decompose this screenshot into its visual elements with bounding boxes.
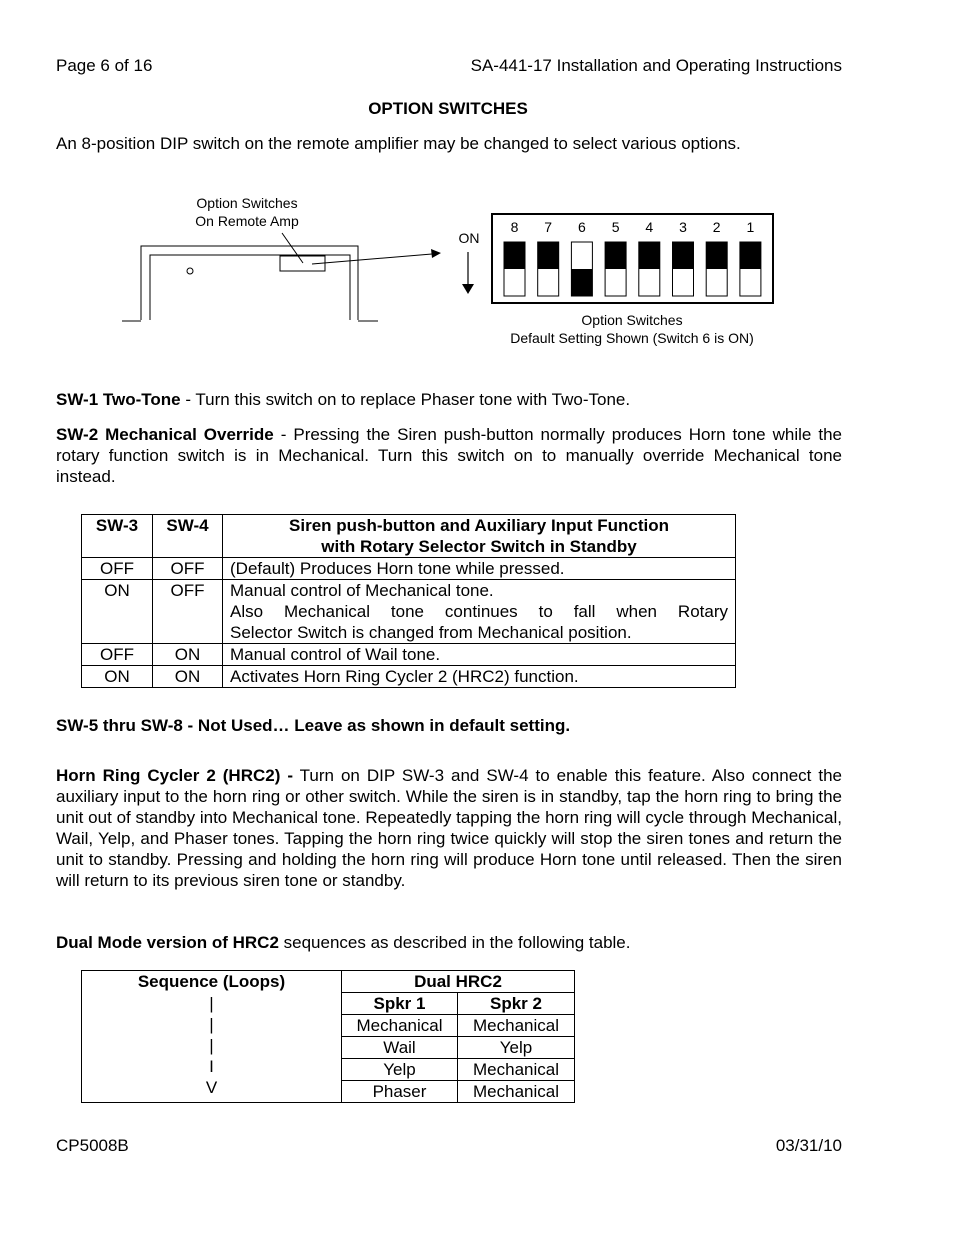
amp-label-line2: On Remote Amp — [195, 213, 299, 229]
row-sw4: OFF — [153, 580, 223, 644]
spkr2-cell: Yelp — [458, 1037, 575, 1059]
footer-code: CP5008B — [56, 1136, 129, 1155]
section-title: OPTION SWITCHES — [368, 99, 528, 118]
switch-8-actuator — [504, 242, 525, 269]
remote-amp-drawing — [122, 246, 378, 321]
sequence-arrow: I — [209, 1056, 214, 1076]
document-title: SA-441-17 Installation and Operating Instructions — [470, 56, 842, 75]
header-sw3: SW-3 — [82, 515, 153, 558]
diagram-caption-line2: Default Setting Shown (Switch 6 is ON) — [510, 330, 754, 346]
sw2-label: SW-2 Mechanical Override — [56, 425, 274, 444]
row-function-line: Manual control of Mechanical tone. — [230, 581, 494, 600]
sequence-arrow: V — [205, 1077, 218, 1097]
header-function-line2: with Rotary Selector Switch in Standby — [321, 537, 637, 556]
row-sw4: ON — [153, 644, 223, 666]
switch-2-actuator — [706, 242, 727, 269]
hrc2-sequence-table — [81, 970, 575, 1103]
sequence-arrow: | — [209, 1035, 214, 1055]
option-table-header — [82, 515, 736, 558]
row-sw3: OFF — [82, 558, 153, 580]
sequence-header: Sequence (Loops) — [82, 971, 342, 993]
sw2-paragraph — [56, 424, 842, 487]
table-row — [82, 580, 736, 644]
row-function — [223, 580, 736, 644]
row-function-line: Also Mechanical tone continues to fall when Rotary — [230, 602, 728, 621]
row-sw4: ON — [153, 666, 223, 688]
hrc2-text: Turn on DIP SW-3 and SW-4 to enable this feature. Also connect the auxiliary input to the horn ring or other switch. While the siren is in standby, tap the horn ring to bring the unit out of standby into Mechanical tone. Repeatedly tapping the horn ring will cycle through Mechanical, Wail, Yelp, and Phaser tones. Tapping the horn ring twice quickly will stop the siren tones and return the unit to standby. Pressing and holding the horn ring will produce Horn tone until released. Then the siren will return to its previous siren tone or standby. — [56, 766, 842, 890]
row-function: Activates Horn Ring Cycler 2 (HRC2) function. — [223, 666, 736, 688]
sw1-label: SW-1 Two-Tone — [56, 390, 181, 409]
spkr2-cell: Mechanical — [458, 1059, 575, 1081]
sw5-8-note: SW-5 thru SW-8 - Not Used… Leave as shown in default setting. — [56, 716, 571, 735]
hrc2-paragraph — [56, 765, 842, 891]
row-function-line: Selector Switch is changed from Mechanical position. — [230, 623, 632, 642]
sw1-text: - Turn this switch on to replace Phaser tone with Two-Tone. — [180, 390, 631, 409]
option-switch-diagram — [0, 180, 954, 360]
switch-number: 6 — [578, 219, 586, 235]
spkr1-cell: Phaser — [342, 1081, 458, 1103]
switch-1-actuator — [740, 242, 761, 269]
switch-number: 2 — [712, 219, 721, 235]
intro-paragraph: An 8-position DIP switch on the remote amplifier may be changed to select various options. — [56, 134, 741, 153]
switch-number: 8 — [510, 219, 519, 235]
switch-number: 5 — [611, 219, 620, 235]
dual-mode-label: Dual Mode version of HRC2 — [56, 933, 279, 952]
sequence-arrow-cell — [82, 993, 342, 1103]
on-label: ON — [458, 230, 480, 246]
switch-5-actuator — [605, 242, 626, 269]
switch-4-actuator — [639, 242, 660, 269]
spkr1-cell: Yelp — [342, 1059, 458, 1081]
switch-6-actuator — [571, 269, 592, 296]
spkr2-header: Spkr 2 — [458, 993, 575, 1015]
sw1-paragraph — [56, 389, 630, 410]
table-row — [82, 558, 736, 580]
table-row — [82, 993, 575, 1015]
header-function-line1: Siren push-button and Auxiliary Input Function — [289, 516, 669, 535]
on-arrow-head — [462, 284, 474, 294]
switch-number: 1 — [746, 219, 755, 235]
page-number: Page 6 of 16 — [56, 56, 153, 75]
spkr1-cell: Wail — [342, 1037, 458, 1059]
header-function — [223, 515, 736, 558]
sw2-text: - Pressing the Siren push-button normally produces Horn tone while the rotary function switch is in Mechanical. Turn this switch on to manually override Mechanical tone instead. — [56, 425, 842, 486]
row-function: Manual control of Wail tone. — [223, 644, 736, 666]
footer-date: 03/31/10 — [775, 1136, 842, 1155]
header-sw4: SW-4 — [153, 515, 223, 558]
switch-7-actuator — [538, 242, 559, 269]
sequence-arrow: | — [209, 1014, 214, 1034]
table-row — [82, 666, 736, 688]
table-row — [82, 644, 736, 666]
spkr1-header: Spkr 1 — [342, 993, 458, 1015]
row-sw3: ON — [82, 580, 153, 644]
spkr2-cell: Mechanical — [458, 1081, 575, 1103]
row-function: (Default) Produces Horn tone while pressed. — [223, 558, 736, 580]
diagram-caption-line1: Option Switches — [581, 312, 683, 328]
label-pointer-line — [282, 233, 303, 263]
dual-mode-text: sequences as described in the following table. — [278, 933, 631, 952]
dip-switch-block — [492, 214, 773, 303]
switch-number: 3 — [679, 219, 687, 235]
dual-mode-paragraph — [56, 932, 630, 953]
hrc-table-header — [82, 971, 575, 993]
row-sw4: OFF — [153, 558, 223, 580]
spkr1-cell: Mechanical — [342, 1015, 458, 1037]
switch-number: 4 — [645, 219, 654, 235]
sequence-arrow: | — [209, 993, 214, 1013]
row-sw3: ON — [82, 666, 153, 688]
dual-hrc2-header: Dual HRC2 — [342, 971, 575, 993]
option-switch-table — [81, 514, 736, 688]
spkr2-cell: Mechanical — [458, 1015, 575, 1037]
amp-label-line1: Option Switches — [196, 195, 298, 211]
zoom-arrowhead — [431, 249, 441, 258]
row-sw3: OFF — [82, 644, 153, 666]
hrc2-label: Horn Ring Cycler 2 (HRC2) - — [56, 766, 293, 785]
switch-number: 7 — [544, 219, 553, 235]
switch-3-actuator — [673, 242, 694, 269]
